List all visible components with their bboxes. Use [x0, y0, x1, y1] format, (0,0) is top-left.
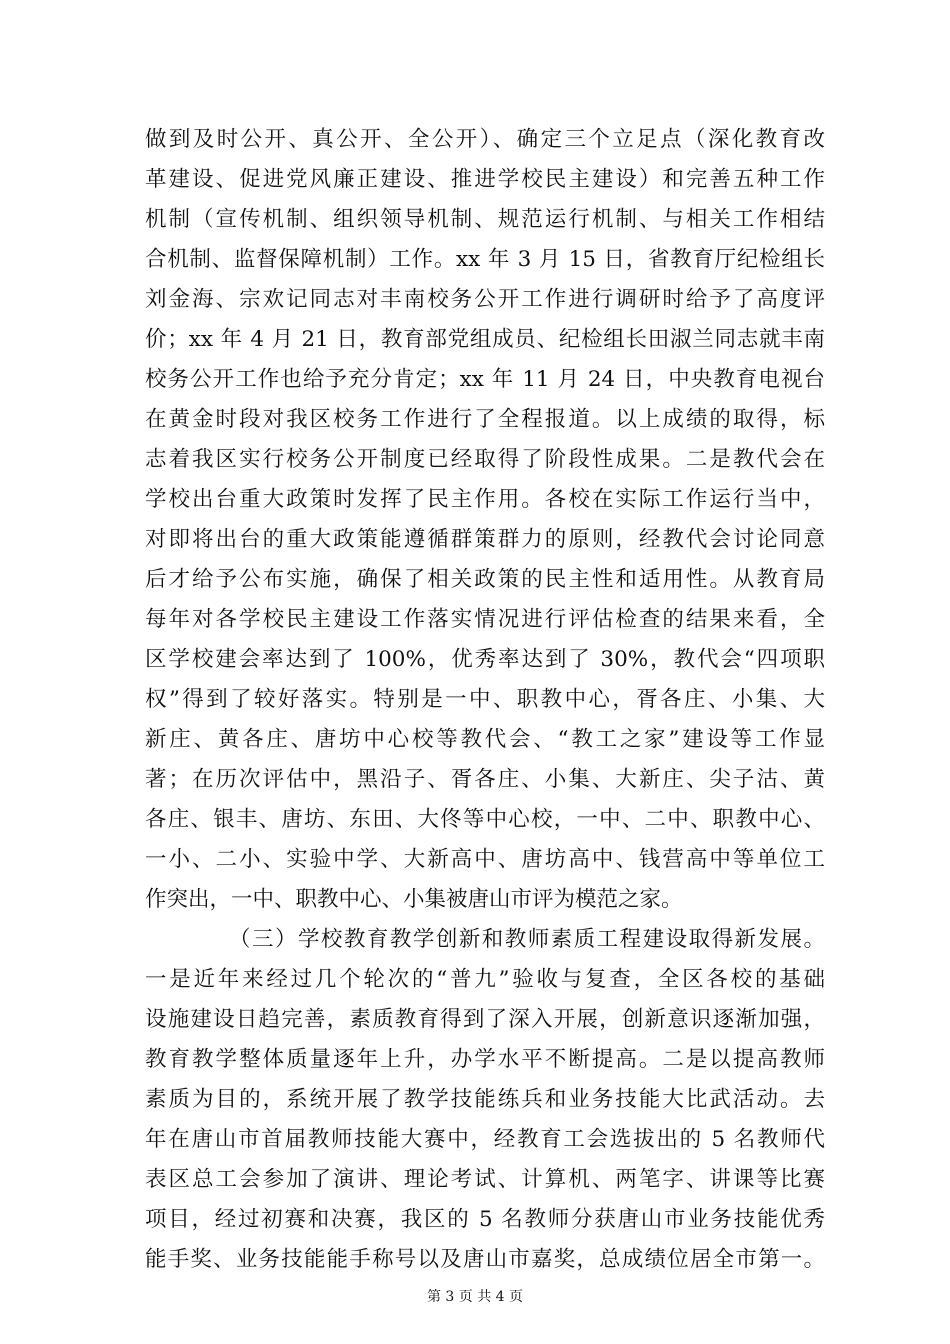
text-line: 校务公开工作也给予充分肯定；xx 年 11 月 24 日，中央教育电视台	[145, 367, 825, 392]
text-line: 各庄、银丰、唐坊、东田、大佟等中心校，一中、二中、职教中心、	[145, 807, 825, 832]
text-line: 革建设、促进党风廉正建设、推进学校民主建设）和完善五种工作	[145, 167, 825, 192]
text-line: 能手奖、业务技能能手称号以及唐山市嘉奖，总成绩位居全市第一。	[145, 1247, 825, 1272]
text-line: 在黄金时段对我区校务工作进行了全程报道。以上成绩的取得，标	[145, 407, 825, 432]
text-line: 后才给予公布实施，确保了相关政策的民主性和适用性。从教育局	[145, 567, 825, 592]
text-line: 作突出，一中、职教中心、小集被唐山市评为模范之家。	[145, 887, 683, 912]
text-line: 权”得到了较好落实。特别是一中、职教中心，胥各庄、小集、大	[145, 687, 825, 712]
text-line: 表区总工会参加了演讲、理论考试、计算机、两笔字、讲课等比赛	[145, 1167, 825, 1192]
text-line: 教育教学整体质量逐年上升，办学水平不断提高。二是以提高教师	[145, 1047, 825, 1072]
text-line: 合机制、监督保障机制）工作。xx 年 3 月 15 日，省教育厅纪检组长	[145, 247, 825, 272]
section-heading: （三）学校教育教学创新和教师素质工程建设取得新发展。	[229, 927, 825, 952]
text-line: 机制（宣传机制、组织领导机制、规范运行机制、与相关工作相结	[145, 207, 825, 232]
page-number: 第 3 页 共 4 页	[426, 1289, 524, 1305]
text-line: 学校出台重大政策时发挥了民主作用。各校在实际工作运行当中，	[145, 487, 825, 512]
text-line: 对即将出台的重大政策能遵循群策群力的原则，经教代会讨论同意	[145, 527, 825, 552]
text-line: 志着我区实行校务公开制度已经取得了阶段性成果。二是教代会在	[145, 447, 825, 472]
text-line: 年在唐山市首届教师技能大赛中，经教育工会选拔出的 5 名教师代	[145, 1127, 825, 1152]
text-line: 项目，经过初赛和决赛，我区的 5 名教师分获唐山市业务技能优秀	[145, 1207, 825, 1232]
text-line: 一是近年来经过几个轮次的“普九”验收与复查，全区各校的基础	[145, 967, 825, 992]
text-line: 设施建设日趋完善，素质教育得到了深入开展，创新意识逐渐加强，	[145, 1007, 825, 1032]
text-line: 新庄、黄各庄、唐坊中心校等教代会、“教工之家”建设等工作显	[145, 727, 825, 752]
text-line: 每年对各学校民主建设工作落实情况进行评估检查的结果来看，全	[145, 607, 825, 632]
text-line: 刘金海、宗欢记同志对丰南校务公开工作进行调研时给予了高度评	[145, 287, 825, 312]
text-line: 一小、二小、实验中学、大新高中、唐坊高中、钱营高中等单位工	[145, 847, 825, 872]
text-line: 区学校建会率达到了 100%，优秀率达到了 30%，教代会“四项职	[145, 647, 825, 672]
text-line: 素质为目的，系统开展了教学技能练兵和业务技能大比武活动。去	[145, 1087, 825, 1112]
text-line: 做到及时公开、真公开、全公开）、确定三个立足点（深化教育改	[145, 127, 825, 152]
text-line: 著；在历次评估中，黑沿子、胥各庄、小集、大新庄、尖子沽、黄	[145, 767, 825, 792]
text-line: 价；xx 年 4 月 21 日，教育部党组成员、纪检组长田淑兰同志就丰南	[145, 327, 825, 352]
